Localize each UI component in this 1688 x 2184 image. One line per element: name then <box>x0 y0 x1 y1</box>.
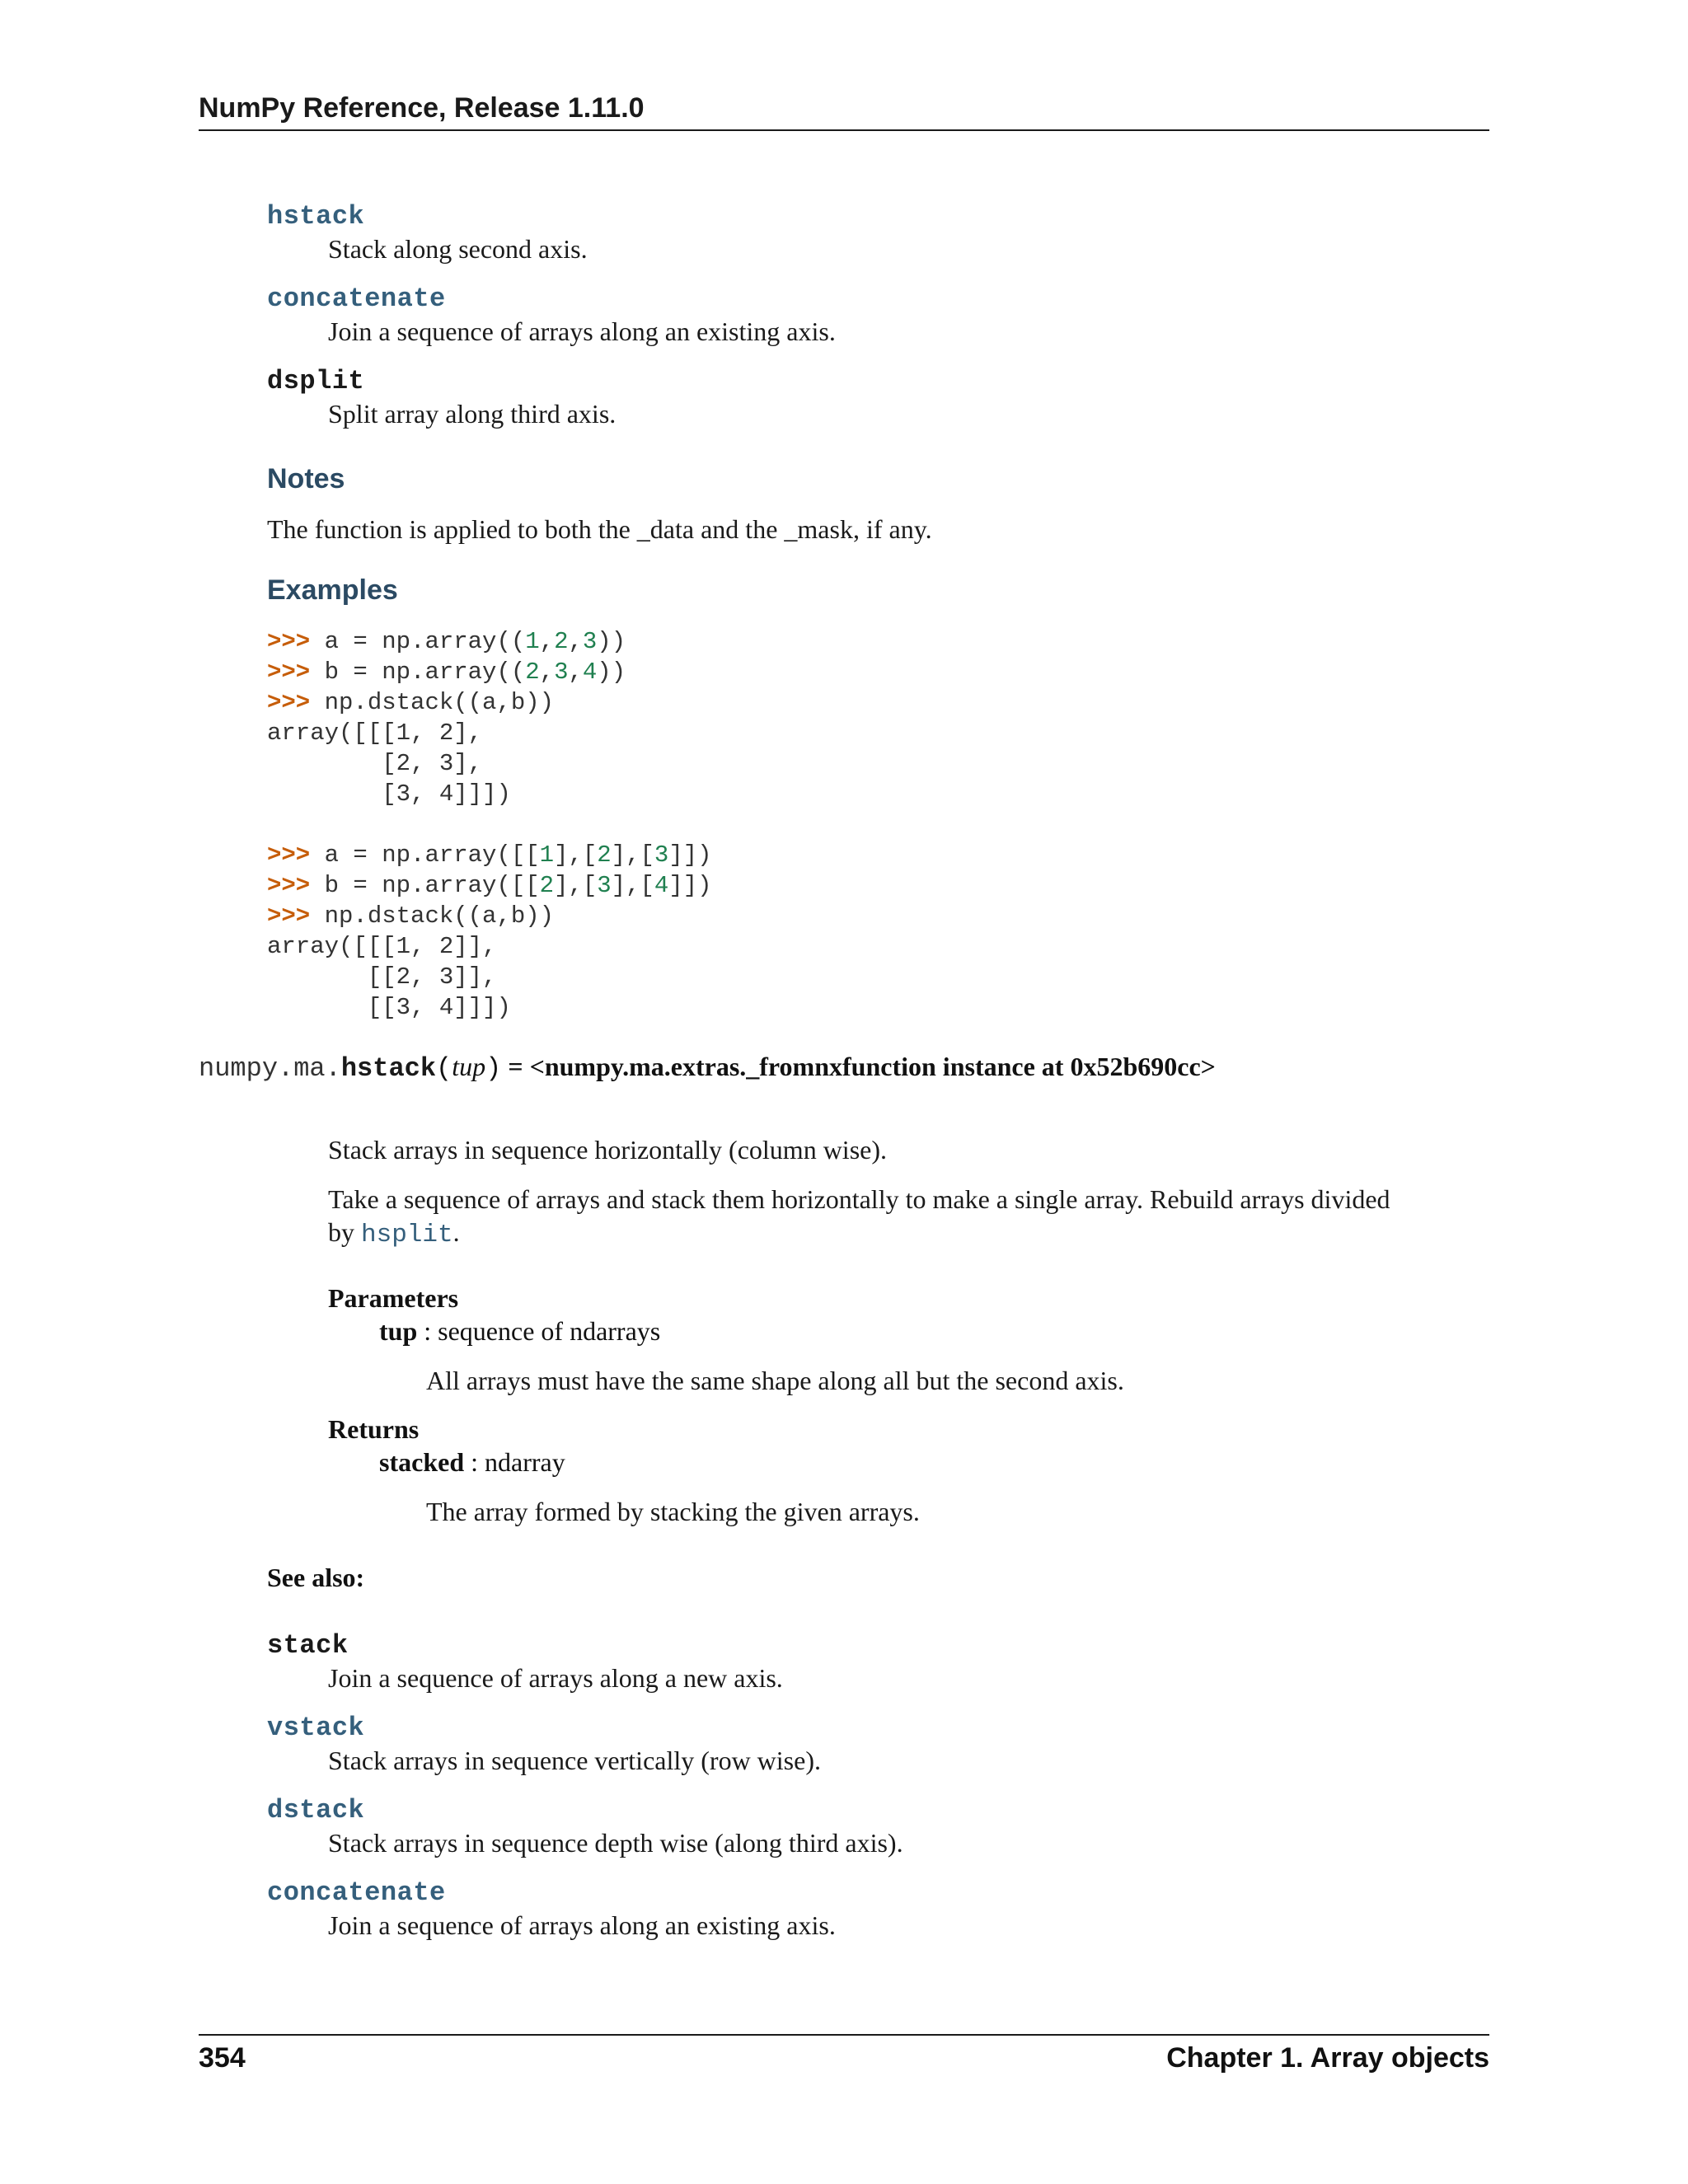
see-also-link-dstack[interactable]: dstack <box>267 1795 365 1825</box>
code-text: [[2, 3]], <box>267 963 497 991</box>
code-line <box>267 626 712 657</box>
hsplit-link[interactable]: hsplit <box>361 1221 453 1249</box>
chapter-title: Chapter 1. Array objects <box>1166 2042 1489 2074</box>
description-summary: Stack arrays in sequence horizontally (column wise). <box>328 1135 887 1165</box>
code-number: 3 <box>597 872 612 899</box>
footer-rule <box>199 2034 1489 2036</box>
code-text: a = np.array(( <box>324 628 526 655</box>
code-text: [2, 3], <box>267 750 483 777</box>
see-also-heading: See also: <box>267 1563 365 1592</box>
code-text: ]]) <box>668 872 712 899</box>
code-number: 2 <box>597 841 612 869</box>
page-header-title: NumPy Reference, Release 1.11.0 <box>199 92 645 124</box>
notes-heading: Notes <box>267 463 345 494</box>
returns-heading: Returns <box>328 1414 420 1444</box>
code-text: )) <box>597 658 626 686</box>
code-line <box>267 992 712 1023</box>
code-line <box>267 657 712 687</box>
code-text: [[3, 4]]]) <box>267 994 511 1021</box>
code-line <box>267 748 712 779</box>
parameter-item <box>379 1316 660 1347</box>
see-also-desc: Stack arrays in sequence vertically (row wise). <box>328 1746 821 1775</box>
description-suffix: . <box>452 1217 460 1247</box>
code-line <box>267 870 712 901</box>
see-also-link-concatenate[interactable]: concatenate <box>267 284 446 314</box>
examples-heading: Examples <box>267 574 398 606</box>
code-prompt: >>> <box>267 872 325 899</box>
parameters-heading: Parameters <box>328 1283 459 1313</box>
code-prompt: >>> <box>267 841 325 869</box>
code-line <box>267 840 712 870</box>
code-line <box>267 962 712 992</box>
parameter-type: : sequence of ndarrays <box>417 1316 661 1346</box>
see-also-desc: Stack arrays in sequence depth wise (along third axis). <box>328 1828 903 1858</box>
code-text: , <box>568 628 583 655</box>
parameter-name: tup <box>379 1316 418 1346</box>
signature-name: hstack <box>340 1053 437 1084</box>
notes-text: The function is applied to both the _data and the _mask, if any. <box>267 514 932 544</box>
return-item <box>379 1447 565 1478</box>
code-number: 2 <box>525 658 540 686</box>
examples-code-block <box>267 626 712 1023</box>
see-also-desc: Join a sequence of arrays along a new axis. <box>328 1663 783 1693</box>
signature-open-paren: ( <box>436 1053 452 1084</box>
code-text: array([[[1, 2]], <box>267 933 497 960</box>
signature-close-paren: ) <box>485 1053 502 1084</box>
see-also-desc: Stack along second axis. <box>328 234 588 264</box>
code-line <box>267 809 712 840</box>
see-also-desc: Join a sequence of arrays along an existing axis. <box>328 316 836 346</box>
code-number: 4 <box>582 658 598 686</box>
code-line <box>267 901 712 931</box>
code-text: b = np.array([[ <box>324 872 540 899</box>
code-prompt: >>> <box>267 902 325 930</box>
signature-default: = <numpy.ma.extras._fromnxfunction instance at 0x52b690cc> <box>501 1052 1216 1081</box>
description-prefix: by <box>328 1217 361 1247</box>
see-also-link-vstack[interactable]: vstack <box>267 1713 365 1743</box>
code-number: 3 <box>582 628 598 655</box>
code-prompt: >>> <box>267 689 325 716</box>
code-number: 1 <box>539 841 555 869</box>
signature-arg: tup <box>452 1052 486 1081</box>
see-also-term-stack: stack <box>267 1630 349 1661</box>
code-number: 3 <box>654 841 669 869</box>
return-type: : ndarray <box>464 1447 565 1477</box>
code-line <box>267 718 712 748</box>
see-also-term-dsplit: dsplit <box>267 366 365 396</box>
code-line <box>267 931 712 962</box>
code-text: np.dstack((a,b)) <box>324 689 555 716</box>
code-text: ],[ <box>611 872 654 899</box>
code-text: np.dstack((a,b)) <box>324 902 555 930</box>
code-number: 1 <box>525 628 540 655</box>
code-text: b = np.array(( <box>324 658 526 686</box>
see-also-desc: Join a sequence of arrays along an existing axis. <box>328 1910 836 1940</box>
code-prompt: >>> <box>267 658 325 686</box>
code-text: array([[[1, 2], <box>267 719 483 747</box>
header-rule <box>199 129 1489 131</box>
code-number: 3 <box>554 658 569 686</box>
code-text: , <box>539 658 555 686</box>
code-text: [3, 4]]]) <box>267 780 511 808</box>
see-also-desc: Split array along third axis. <box>328 399 617 429</box>
code-text: , <box>539 628 555 655</box>
code-text: )) <box>597 628 626 655</box>
code-text: , <box>568 658 583 686</box>
code-text: ],[ <box>611 841 654 869</box>
code-line <box>267 687 712 718</box>
code-number: 2 <box>554 628 569 655</box>
see-also-link-hstack[interactable]: hstack <box>267 201 365 232</box>
code-text: ],[ <box>554 841 598 869</box>
parameter-desc: All arrays must have the same shape along all but the second axis. <box>426 1366 1124 1395</box>
page-number: 354 <box>199 2042 246 2074</box>
description-text: Take a sequence of arrays and stack them horizontally to make a single array. Rebuild arrays divided <box>328 1184 1390 1214</box>
return-name: stacked <box>379 1447 465 1477</box>
return-desc: The array formed by stacking the given arrays. <box>426 1497 920 1526</box>
description-text-cont <box>328 1217 460 1249</box>
code-number: 2 <box>539 872 555 899</box>
code-text: ]]) <box>668 841 712 869</box>
signature-prefix: numpy.ma. <box>199 1053 341 1084</box>
code-text: ],[ <box>554 872 598 899</box>
code-line <box>267 779 712 809</box>
function-signature <box>199 1052 1216 1084</box>
code-text: a = np.array([[ <box>324 841 540 869</box>
see-also-link-concatenate[interactable]: concatenate <box>267 1877 446 1908</box>
code-prompt: >>> <box>267 628 325 655</box>
code-number: 4 <box>654 872 669 899</box>
